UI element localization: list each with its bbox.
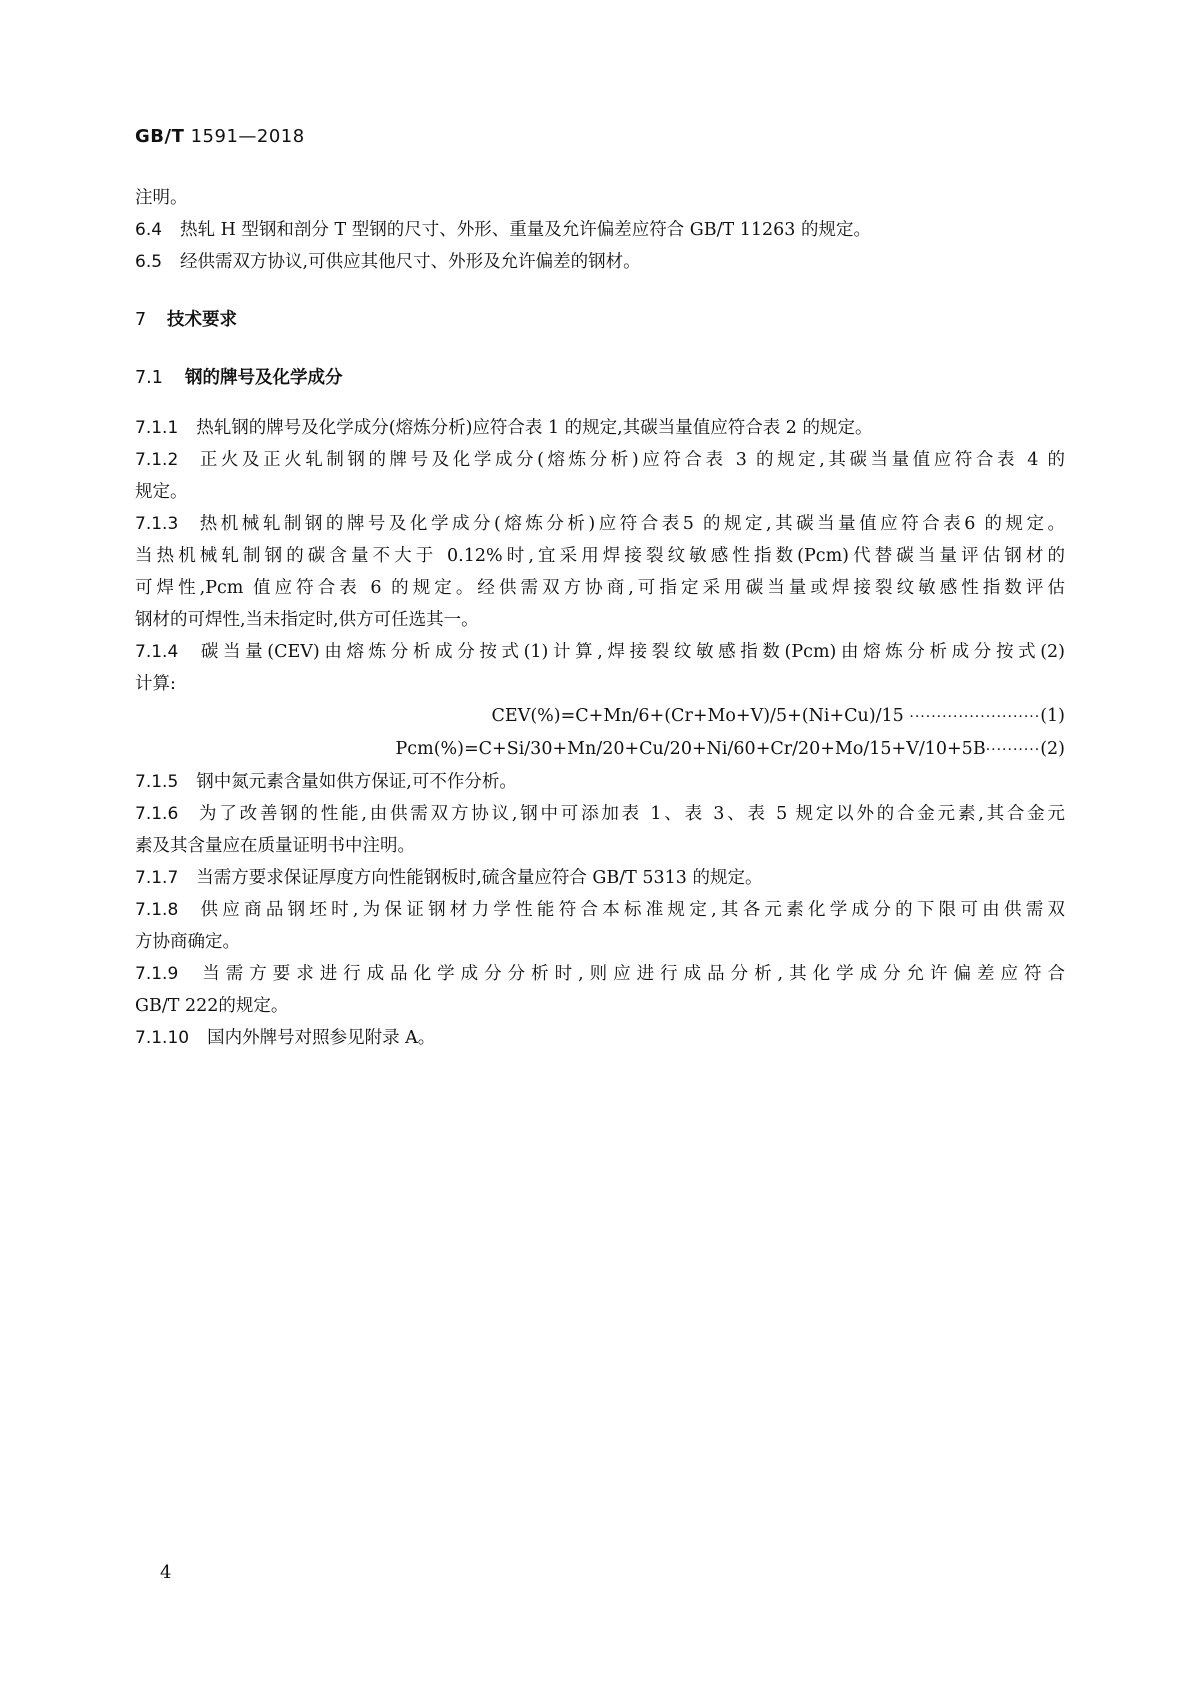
clause-number: 7.1.10: [135, 1028, 190, 1048]
clause-number: 6.4: [135, 220, 163, 240]
clause-line: 当热机械轧制钢的碳含量不大于 0.12%时,宜采用焊接裂纹敏感性指数(Pcm)代替碳当量评估钢材的: [135, 546, 1065, 566]
clause-number: 7.1.6: [135, 804, 179, 824]
clause-7-1-7: [135, 862, 1065, 894]
clause-line: 素及其含量应在质量证明书中注明。: [135, 836, 415, 856]
clause-text: 国内外牌号对照参见附录 A。: [207, 1028, 436, 1048]
clause-number: 7.1.1: [135, 418, 179, 438]
clause-text: 当需方要求保证厚度方向性能钢板时,硫含量应符合 GB/T 5313 的规定。: [196, 868, 763, 888]
clause-line: 可焊性,Pcm 值应符合表 6 的规定。经供需双方协商,可指定采用碳当量或焊接裂纹敏感性指数评估: [135, 578, 1065, 598]
clause-text: 热机械轧制钢的牌号及化学成分(熔炼分析)应符合表5 的规定,其碳当量值应符合表6 的规定。: [196, 514, 1065, 534]
clause-7-1-6: [135, 798, 1065, 862]
section-7-1-heading: [135, 362, 1065, 394]
clause-line: 方协商确定。: [135, 932, 240, 952]
clause-number: 7.1.7: [135, 868, 179, 888]
clause-7-1-3: [135, 508, 1065, 636]
clause-7-1-4: [135, 636, 1065, 700]
formula-leader: ··········: [985, 742, 1041, 758]
clause-number: 7.1.5: [135, 772, 179, 792]
page-number: 4: [160, 1562, 172, 1583]
clause-line: 计算:: [135, 674, 176, 694]
clause-text: 经供需双方协议,可供应其他尺寸、外形及允许偏差的钢材。: [180, 252, 641, 272]
section-7-heading: [135, 304, 1065, 336]
continuation-text: 注明。: [135, 188, 188, 208]
clause-number: 7.1.4: [135, 642, 179, 662]
clause-7-1-1: [135, 412, 1065, 444]
formula-expression: Pcm(%)=C+Si/30+Mn/20+Cu/20+Ni/60+Cr/20+Mo/15+V/10+5B: [395, 739, 986, 759]
page-header: [135, 126, 305, 147]
formula-1: [135, 700, 1065, 733]
clause-number: 6.5: [135, 252, 163, 272]
clause-line: 钢材的可焊性,当未指定时,供方可任选其一。: [135, 610, 479, 630]
clause-7-1-10: [135, 1022, 1065, 1054]
clause-line: 规定。: [135, 482, 188, 502]
formula-2: [135, 733, 1065, 766]
section-number: 7: [135, 310, 147, 330]
clause-line: [135, 444, 1065, 476]
formula-leader: ························: [909, 709, 1041, 725]
clause-number: 7.1.9: [135, 964, 179, 984]
standard-code: GB/T: [135, 126, 185, 147]
clause-6-4: [135, 214, 1065, 246]
clause-text: 热轧 H 型钢和剖分 T 型钢的尺寸、外形、重量及允许偏差应符合 GB/T 11263 的规定。: [180, 220, 871, 240]
formula-label: (1): [1040, 706, 1065, 726]
clause-7-1-9: [135, 958, 1065, 1022]
clause-6-5: [135, 246, 1065, 278]
section-title: 技术要求: [167, 310, 237, 330]
formula-expression: CEV(%)=C+Mn/6+(Cr+Mo+V)/5+(Ni+Cu)/15: [491, 706, 904, 726]
clause-7-1-8: [135, 894, 1065, 958]
clause-text: 热轧钢的牌号及化学成分(熔炼分析)应符合表 1 的规定,其碳当量值应符合表 2 的规定。: [196, 418, 873, 438]
document-body: [135, 182, 1065, 1054]
section-number: 7.1: [135, 368, 163, 388]
clause-line: [135, 958, 1065, 990]
clause-line: GB/T 222的规定。: [135, 996, 289, 1016]
clause-line: [135, 636, 1065, 668]
clause-text: 为了改善钢的性能,由供需双方协议,钢中可添加表 1、表 3、表 5 规定以外的合金元素,其合金元: [196, 804, 1065, 824]
section-title: 钢的牌号及化学成分: [185, 368, 343, 388]
clause-number: 7.1.8: [135, 900, 179, 920]
clause-text: 钢中氮元素含量如供方保证,可不作分析。: [196, 772, 517, 792]
clause-line: [135, 508, 1065, 540]
clause-line: [135, 894, 1065, 926]
clause-number: 7.1.3: [135, 514, 179, 534]
clause-7-1-5: [135, 766, 1065, 798]
formula-label: (2): [1040, 739, 1065, 759]
clause-text: 供应商品钢坯时,为保证钢材力学性能符合本标准规定,其各元素化学成分的下限可由供需双: [196, 900, 1065, 920]
clause-text: 正火及正火轧制钢的牌号及化学成分(熔炼分析)应符合表 3 的规定,其碳当量值应符合表 4 的: [196, 450, 1065, 470]
clause-text: 当需方要求进行成品化学成分分析时,则应进行成品分析,其化学成分允许偏差应符合: [196, 964, 1065, 984]
clause-7-1-2: [135, 444, 1065, 508]
clause-text: 碳当量(CEV)由熔炼分析成分按式(1)计算,焊接裂纹敏感指数(Pcm)由熔炼分析成分按式(2): [196, 642, 1065, 662]
clause-line: [135, 798, 1065, 830]
standard-number: 1591—2018: [190, 126, 305, 147]
clause-number: 7.1.2: [135, 450, 179, 470]
